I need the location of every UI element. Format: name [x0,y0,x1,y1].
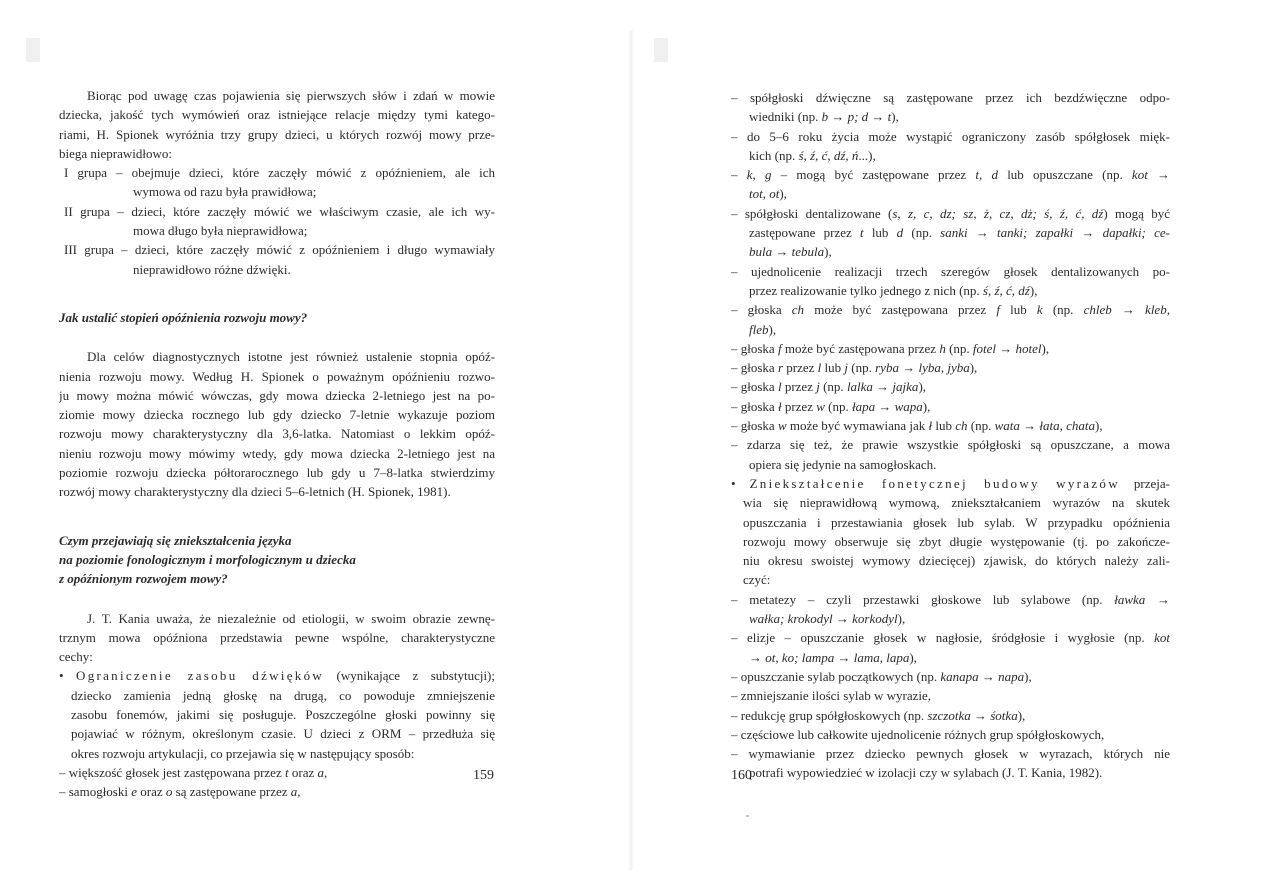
text-line [731,667,1170,686]
italic-text: kot [1154,630,1170,646]
text-line [59,182,495,201]
italic-text: f [777,340,782,356]
text-line [731,532,1170,551]
text-segment: nieniu rozwoju mowy mówimy wtedy, gdy mowa dziecka 2-letniego jest na [59,445,495,461]
italic-text: k [1036,302,1043,318]
text-segment: dziecka, jakość tych wymówień oraz istniejące relacje między tymi katego- [59,107,495,123]
italic-text: ch [791,302,805,318]
text-segment: przez [781,379,817,395]
text-line [59,782,495,801]
text-segment: są zastępowane przez [172,784,291,800]
text-segment: ), [891,109,899,125]
text-line [59,628,495,647]
text-segment: ), [779,186,787,202]
text-line [731,204,1170,223]
text-segment: nieprawidłowo różne dźwięki. [133,261,291,277]
text-segment: – głoska [731,379,778,395]
text-segment: ), [918,379,927,395]
text-line [731,416,1170,435]
text-segment: ), [1029,282,1038,298]
text-segment: poziomie rozwoju dziecka półtorarocznego lub gdy u 7–8-latka stwierdzimy [59,465,495,481]
text-segment: (np. [967,418,995,434]
text-line [731,570,1170,589]
text-line [59,424,495,443]
italic-text: a [290,784,298,800]
text-segment: ), [1095,418,1103,434]
text-segment: – głoska [731,340,778,356]
text-segment: ), [922,398,931,414]
text-segment: ju mowy można mówić wówczas, gdy mowa dziecka 2-letniego jest na po- [59,387,495,403]
italic-text: ławka → [1114,591,1170,607]
italic-text: wata → łata, chata [994,418,1096,434]
text-segment: – zdarza się też, że prawie wszystkie spółgłoski są opuszczane, a mowa [731,437,1170,453]
section-heading [59,569,495,588]
text-segment: rozwoju mowy charakterystyczny dla 3,6-latka. Natomiast o lekkim opóź- [59,426,495,442]
text-line [731,551,1170,570]
text-line [59,444,495,463]
text-segment: lub [932,418,956,434]
italic-text: t [859,225,864,241]
text-segment: potrafi wypowiedzieć w izolacji czy w sylabach (J. T. Kania, 1982). [749,765,1103,781]
text-segment: zastępowane przez [749,225,860,241]
text-segment: – głoska [731,398,778,414]
text-segment: okres rozwoju artykulacji, co przejawia się w następujący sposób: [71,745,415,761]
left-page-text [59,86,495,802]
text-line [731,474,1170,493]
italic-text: chleb → kleb, [1083,302,1170,318]
text-segment: kich (np. [749,147,799,163]
text-segment: (np. [819,379,847,395]
text-segment: może być wymawiana jak [786,418,929,434]
text-line [731,648,1170,667]
text-segment: – częściowe lub całkowite ujednolicenie różnych grup spółgłoskowych, [731,726,1105,742]
text-segment: przez realizowanie tylko jednego z nich (np. [749,282,983,298]
text-segment: dziecko zamienia jedną głoskę na drugą, co powoduje zmniejszenie [71,687,495,703]
text-segment: ), [768,321,777,337]
text-segment: może być zastępowana przez [804,302,997,318]
text-segment: mowa długo była nieprawidłowa; [133,223,308,239]
text-segment: nienia rozwoju mowy. Według H. Spionek o poważnym opóźnieniu rozwo- [59,368,495,384]
text-line [59,386,495,405]
text-segment: może być zastępowana przez [781,340,940,356]
text-line [59,609,495,628]
text-segment: niu okresu swoistej wymowy dziecięcej) zjawisk, do których należy zali- [743,553,1170,569]
section-heading [59,531,495,550]
text-segment: biega nieprawidłowo: [59,145,172,161]
text-segment: • [59,668,76,684]
text-line [59,260,495,279]
italic-text: l [777,379,782,395]
italic-text: ryba → lyba, jyba [875,360,970,376]
text-segment: – [731,167,747,183]
text-segment: przeja- [1119,475,1170,491]
text-line [731,763,1170,782]
italic-text: j [844,360,849,376]
text-line [731,281,1170,300]
italic-text: kot → [1131,167,1170,183]
text-segment: na poziomie fonologicznym i morfologicznym u dziecka [59,551,356,567]
italic-text: a [317,764,324,780]
italic-text: d [896,225,904,241]
italic-text: łapa → wapa [851,398,923,414]
text-segment: – głoska [731,418,778,434]
text-line [731,609,1170,628]
text-segment: z opóźnionym rozwojem mowy? [59,571,228,587]
text-segment: Czym przejawiają się zniekształcenia języka [59,532,292,548]
text-segment: – spółgłoski dźwięczne są zastępowane przez ich bezdźwięczne odpo- [731,90,1170,105]
italic-text: l [817,360,822,376]
text-segment: – większość głosek jest zastępowana przez [59,764,285,780]
text-line [731,127,1170,146]
text-line [59,240,495,259]
text-segment: J. T. Kania uważa, że niezależnie od etiologii, w swoim obrazie zewnę- [87,610,495,626]
text-segment: opuszczania i przestawiania głosek lub sylab. W przypadku opóźnienia [743,514,1170,530]
text-segment: ), [909,649,917,665]
text-line [59,482,495,501]
text-line [731,242,1170,261]
text-line [731,493,1170,512]
text-line [731,377,1170,396]
spaced-emphasis-text: Ograniczenie zasobu dźwięków [76,668,325,684]
italic-text: w [777,418,787,434]
text-segment: lub [999,302,1037,318]
spaced-emphasis-text: Zniekształcenie fonetycznej budowy wyrazów [749,475,1120,491]
text-line [731,744,1170,763]
text-segment: oraz [137,784,166,800]
text-segment: – opuszczanie sylab początkowych (np. [731,668,941,684]
text-segment: (np. [903,225,941,241]
text-line [731,358,1170,377]
italic-text: b → p; d → t [821,109,892,125]
text-segment: zasobu fonemów, jakimi się posługuje. Poszczególne głoski powinny się [71,707,495,723]
text-segment: – mogą być zastępowane przez [771,167,976,183]
text-line [59,125,495,144]
text-segment: II grupa – dzieci, które zaczęły mówić we właściwym czasie, ale ich wy- [64,203,495,219]
text-segment: opiera się jedynie na samogłoskach. [749,456,937,472]
text-line [59,202,495,221]
text-segment: lub [821,360,845,376]
italic-text: j [816,379,820,395]
text-line [59,647,495,666]
text-segment: czyć: [743,572,771,588]
spacer [59,279,495,308]
text-line [59,144,495,163]
italic-text: o [165,784,173,800]
text-segment: rozwoju mowy obserwuje się zbyt długie występowanie (tj. po zakończe- [743,533,1170,549]
text-line [731,262,1170,281]
text-segment: – głoska [731,360,778,376]
text-segment: , [323,764,328,780]
italic-text: ł [777,398,782,414]
text-line [731,146,1170,165]
text-segment: I grupa – obejmuje dzieci, które zaczęły mówić z opóźnieniem, ale ich [64,165,495,181]
italic-text: h [939,340,946,356]
italic-text: t, d [975,167,998,183]
italic-text: fotel → hotel [972,340,1042,356]
text-segment: – ujednolicenie realizacji trzech szeregów głosek dentalizowanych po- [731,263,1170,279]
text-line [59,705,495,724]
text-segment: – redukcję grup spółgłoskowych (np. [731,707,928,723]
italic-text: kanapa → napa [940,668,1025,684]
text-segment: ziomie mowy dziecka rocznego lub gdy dziecko 7-letnie wykazuje poziom [59,407,495,423]
right-page-text [731,88,1170,783]
text-line [59,686,495,705]
text-line [731,184,1170,203]
section-heading [59,308,495,327]
text-segment: (wynikające z substytucji); [324,668,495,684]
text-segment: (np. [824,398,852,414]
italic-text: ś, ź, ć, dź, ń [798,147,859,163]
italic-text: szczotka → śotka [927,707,1018,723]
text-segment: rozwój mowy charakterystyczny dla dzieci 5–6-letnich (H. Spionek, 1981). [59,484,451,500]
text-segment: ), [1041,340,1050,356]
italic-text: → ot, ko; lampa → lama, lapa [749,649,910,665]
italic-text: e [131,784,138,800]
text-line [731,513,1170,532]
text-segment: oraz [288,764,318,780]
italic-text: k, g [746,167,772,183]
italic-text: fleb [749,321,769,337]
text-segment: • [731,475,750,491]
right-page [631,0,1263,893]
text-segment: (np. [1042,302,1084,318]
text-segment: , [297,784,301,800]
text-line [59,86,495,105]
text-line [731,107,1170,126]
italic-text: ł [928,418,933,434]
text-segment: – wymawianie przez dziecko pewnych głosek w wyrazach, których nie [731,746,1170,762]
text-segment: – metatezy – czyli przestawki głoskowe lub sylabowe (np. [731,591,1115,607]
spacer [59,327,495,347]
section-heading [59,550,495,569]
text-segment: – głoska [731,302,792,318]
text-segment: (np. [848,360,876,376]
text-line [731,320,1170,339]
text-segment: – do 5–6 roku życia może wystąpić ograniczony zasób spółgłosek mięk- [731,128,1170,144]
text-segment: – spółgłoski dentalizowane ( [731,205,893,221]
text-segment: (np. [945,340,973,356]
text-segment: ), [969,360,978,376]
text-line [731,397,1170,416]
italic-text: sanki → tanki; zapałki → dapałki; ce- [940,225,1170,241]
scan-speck [746,815,749,817]
italic-text: lalka → jajka [846,379,919,395]
text-segment: przez [783,360,818,376]
spacer [59,589,495,609]
text-segment: – samogłoski [59,784,132,800]
text-segment: wymowa od razu była prawidłowa; [133,184,317,200]
text-segment: ...), [858,147,876,163]
italic-text: tot, ot [749,186,780,202]
spacer [59,502,495,531]
text-line [59,105,495,124]
text-line [59,405,495,424]
text-segment: – zmniejszanie ilości sylab w wyrazie, [731,688,931,704]
text-line [59,347,495,366]
text-segment: III grupa – dzieci, które zaczęły mówić z opóźnieniem i długo wymawiały [64,242,495,258]
text-line [731,165,1170,184]
text-line [731,435,1170,454]
italic-text: ś, ź, ć, dź [982,282,1030,298]
text-segment: Jak ustalić stopień opóźnienia rozwoju mowy? [59,309,308,325]
text-segment: lub opuszczane (np. [997,167,1132,183]
italic-text: t [284,764,289,780]
text-line [59,463,495,482]
italic-text: wałka; krokodyl → korkodyl [749,611,898,627]
text-segment: Biorąc pod uwagę czas pojawienia się pierwszych słów i zdań w mowie [87,88,495,103]
text-line [731,725,1170,744]
text-line [731,686,1170,705]
text-line [731,223,1170,242]
text-line [731,590,1170,609]
text-line [59,724,495,743]
text-line [731,339,1170,358]
left-page [0,0,631,893]
text-segment: – elizje – opuszczanie głosek w nagłosie, śródgłosie i wygłosie (np. [731,630,1155,646]
italic-text: w [816,398,825,414]
text-line [59,744,495,763]
text-line [731,706,1170,725]
text-line [731,455,1170,474]
text-segment: ), [1024,668,1032,684]
text-segment: lub [863,225,897,241]
page-number: 159 [473,768,494,783]
text-line [59,221,495,240]
text-segment: ), [897,611,906,627]
italic-text: s, z, c, dz; sz, ż, cz, dż; ś, ź, ć, dź [892,205,1104,221]
text-line [731,88,1170,107]
text-line [59,163,495,182]
text-line [731,300,1170,319]
italic-text: r [777,360,784,376]
text-line [59,763,495,782]
text-line [59,666,495,685]
page-number: 160 [731,768,752,783]
italic-text: ch [955,418,968,434]
text-segment: wiedniki (np. [749,109,822,125]
text-segment: riami, H. Spionek wyróżnia trzy grupy dzieci, u których rozwój mowy prze- [59,126,495,142]
text-segment: Dla celów diagnostycznych istotne jest również ustalenie stopnia opóź- [87,349,495,365]
italic-text: bula → tebula [749,244,825,260]
italic-text: f [996,302,1000,318]
text-segment: ), [1017,707,1026,723]
text-segment: przez [781,398,817,414]
text-segment: ), [824,244,832,260]
text-segment: wia się nieprawidłową wymową, zniekształcaniem wyrazów na skutek [743,495,1170,511]
text-line [59,367,495,386]
text-segment: trznym mowa opóźniona przedstawia pewne wspólne, charakterystyczne [59,629,495,645]
text-segment: ) mogą być [1103,205,1170,221]
text-segment: pojawiać w różnym, określonym czasie. U dzieci z ORM – przedłuża się [71,726,495,742]
text-segment: cechy: [59,649,93,665]
text-line [731,628,1170,647]
